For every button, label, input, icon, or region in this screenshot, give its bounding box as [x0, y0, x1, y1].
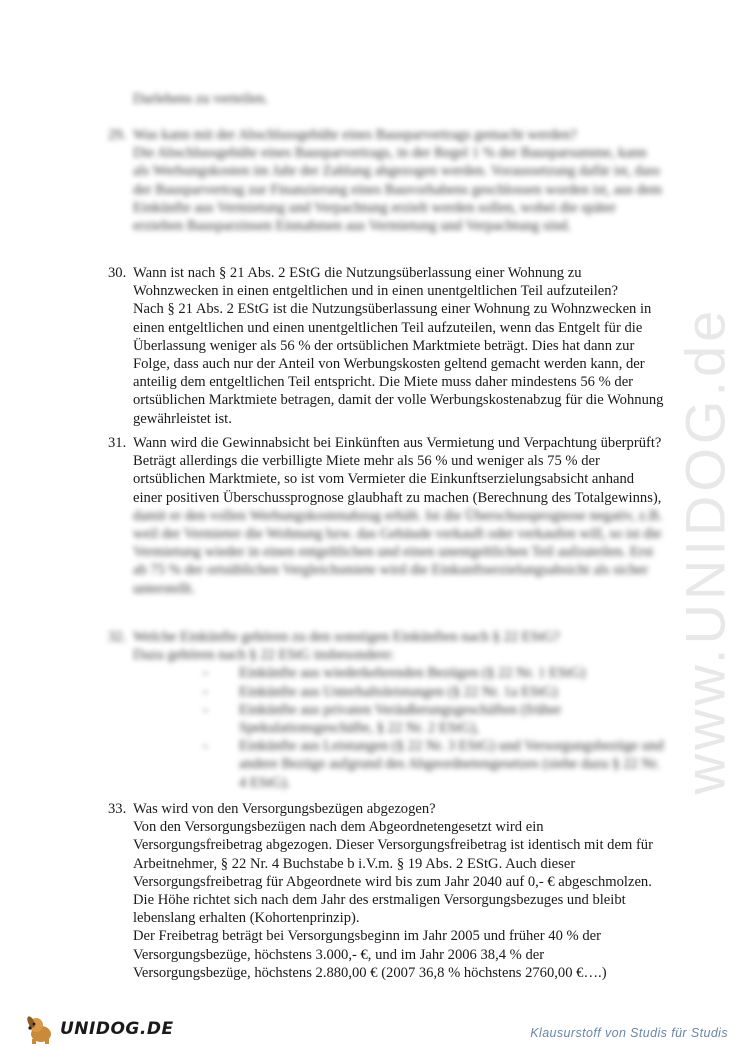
continuation-text: Darlehens zu verteilen. [133, 91, 268, 107]
tagline: Klausurstoff von Studis für Studis [530, 1026, 728, 1040]
watermark-text: www.UNIDOG.de [673, 306, 737, 794]
question-30 [108, 264, 664, 428]
question-29 [108, 126, 664, 235]
question-31 [108, 434, 664, 598]
answer-text: Nach § 21 Abs. 2 EStG ist die Nutzungsüberlassung einer Wohnung zu Wohnzwecken in einen entgeltlichen und einen unentgeltlichen Teil aufzuteilen, wenn das Entgelt für die Überlassung weniger als 56 % der ortsüblichen Marktmiete beträgt. Dies hat dann zur Folge, dass auch nur der Anteil von Werbungskosten geltend gemacht werden kann, der anteilig dem entgeltlichen Teil entspricht. Die Miete muss daher mindestens 56 % der ortsüblichen Marktmiete betragen, damit der volle Werbungskostenabzug für die Wohnung gewährleistet ist. [133, 301, 664, 427]
answer-text: Von den Versorgungsbezügen nach dem Abgeordnetengesetzt wird ein Versorgungsfreibetrag abgezogen. Dieser Versorgungsfreibetrag ist identisch mit dem für Arbeitnehmer, § 22 Nr. 4 Buchstabe b i.V.m. § 19 Abs. 2 EStG. Auch dieser Versorgungsfreibetrag für Abgeordnete wird bis zum Jahr 2040 auf 0,- € abgeschmolzen. Die Höhe richtet sich nach dem Jahr des erstmaligen Versorgungsbezuges und bleibt lebenslang erhalten (Kohortenprinzip). [133, 819, 653, 927]
list-item: - Einkünfte aus wiederkehrenden Bezügen (§ 22 Nr. 1 EStG) [203, 664, 664, 682]
watermark [655, 306, 750, 794]
logo-text: UNIDOG.DE [60, 1019, 174, 1039]
question-number: 33. [108, 801, 127, 817]
answer-text: Die Abschlussgebühr eines Bausparvertrags, in der Regel 1 % der Bausparsumme, kann als Werbungskosten im Jahr der Zahlung abgezogen werden. Voraussetzung dafür ist, dass der Bausparvertrag zur Finanzierung eines Bauvorhabens geschlossen worden ist, aus dem Einkünfte aus Vermietung und Verpachtung erzielt werden sollen, wobei die später erzielten Bausparzinsen Einnahmen aus Vermietung und Verpachtung sind. [133, 145, 662, 235]
question-text: Wann ist nach § 21 Abs. 2 EStG die Nutzungsüberlassung einer Wohnung zu Wohnzwecken in einen entgeltlichen und in einen unentgeltlichen Teil aufzuteilen? [133, 265, 619, 300]
question-number: 32. [108, 629, 127, 645]
question-text: Was wird von den Versorgungsbezügen abgezogen? [133, 801, 436, 817]
answer-text-blurred: damit er den vollen Werbungskostenabzug erhält. Ist die Überschussprognose negativ, z.B. weil der Vermieter die Wohnung bzw. das Gebäude verkauft oder verkaufen will, so ist die Vermietung wieder in einen entgeltlichen und einen unentgeltlichen Teil aufzuteilen. Erst ab 75 % der ortsüblichen Vergleichsmiete wird die Einkunftserzielungsabsicht als sicher unterstellt. [133, 507, 663, 597]
dog-icon [24, 1012, 58, 1046]
question-text: Wann wird die Gewinnabsicht bei Einkünften aus Vermietung und Verpachtung überprüft? [133, 435, 662, 451]
continuation-block [108, 90, 664, 108]
answer-text: Der Freibetrag beträgt bei Versorgungsbeginn im Jahr 2005 und früher 40 % der Versorgungsbezüge, höchstens 3.000,- €, und im Jahr 2006 38,4 % der Versorgungsbezüge, höchstens 2.880,00 € (2007 36,8 % höchstens 2760,00 €….) [133, 928, 607, 981]
unidog-logo[interactable] [24, 1012, 174, 1046]
question-number: 30. [108, 265, 127, 281]
footer [0, 1010, 750, 1050]
list-item: - Einkünfte aus privaten Veräußerungsgeschäften (früher Spekulationsgeschäfte, § 22 Nr. 2 EStG), [203, 701, 664, 737]
list-item: - Einkünfte aus Unterhaltsleistungen (§ 22 Nr. 1a EStG) [203, 683, 664, 701]
income-list [133, 664, 664, 791]
question-number: 31. [108, 435, 127, 451]
question-text: Was kann mit der Abschlussgebühr eines Bausparvertrags gemacht werden? [133, 127, 577, 143]
answer-text: Beträgt allerdings die verbilligte Miete mehr als 56 % und weniger als 75 % der ortsüblichen Marktmiete, so ist vom Vermieter die Einkunftserzielungsabsicht anhand einer positiven Überschussprognose glaubhaft zu machen (Berechnung des Totalgewinns), [133, 453, 662, 506]
list-item: - Einkünfte aus Leistungen (§ 22 Nr. 3 EStG) und Versorgungsbezüge und andere Bezüge aufgrund des Abgeordnetengesetzes (siehe dazu § 22 Nr. 4 EStG). [203, 737, 664, 792]
question-number: 29. [108, 127, 127, 143]
question-32 [108, 628, 664, 792]
intro-text: Dazu gehören nach § 22 EStG insbesondere: [133, 647, 394, 664]
question-text: Welche Einkünfte gehören zu den sonstigen Einkünften nach § 22 EStG? [133, 629, 560, 645]
question-33 [108, 800, 664, 982]
